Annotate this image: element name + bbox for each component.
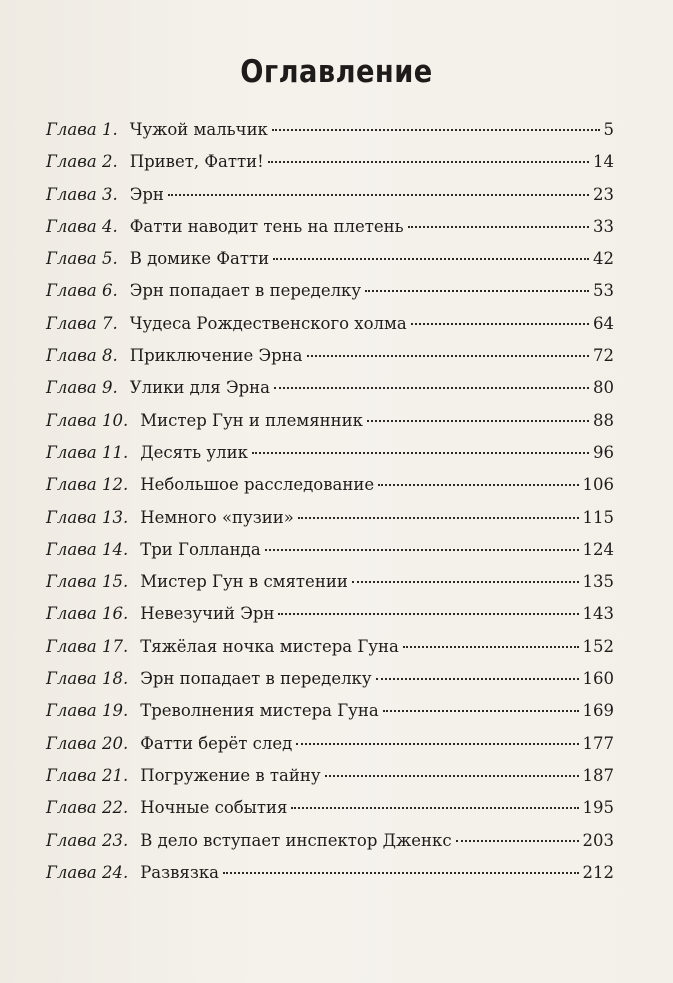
dot-leader: [352, 581, 579, 583]
dot-leader: [168, 194, 589, 196]
toc-entry: [46, 217, 614, 249]
page-number: 212: [582, 862, 614, 882]
dot-leader: [403, 646, 579, 648]
chapter-title: Приключение Эрна: [129, 346, 303, 366]
chapter-title: Погружение в тайну: [140, 765, 321, 785]
page-number: 160: [582, 669, 614, 689]
dot-leader: [268, 161, 589, 163]
dot-leader: [411, 323, 589, 325]
dot-leader: [223, 872, 579, 874]
chapter-number: Глава 10.: [46, 410, 129, 430]
page-number: 195: [582, 798, 614, 818]
chapter-number: Глава 24.: [46, 862, 129, 882]
page-number: 14: [593, 152, 614, 172]
page-number: 187: [582, 765, 614, 785]
chapter-title: Эрн попадает в переделку: [129, 281, 362, 301]
dot-leader: [296, 743, 578, 745]
toc-entry: [46, 249, 614, 281]
toc-entry: [46, 831, 614, 863]
chapter-number: Глава 18.: [46, 669, 129, 689]
chapter-title: Развязка: [140, 862, 219, 882]
chapter-number: Глава 7.: [46, 313, 118, 333]
page-number: 203: [582, 830, 614, 850]
chapter-title: В дело вступает инспектор Дженкс: [140, 830, 452, 850]
chapter-number: Глава 19.: [46, 701, 129, 721]
toc-entry: [46, 346, 614, 378]
page-number: 72: [593, 346, 614, 366]
toc-entry: [46, 734, 614, 766]
page-number: 115: [582, 507, 614, 527]
chapter-title: Эрн: [129, 184, 164, 204]
page-number: 152: [582, 636, 614, 656]
page-number: 80: [593, 378, 614, 398]
chapter-title: Небольшое расследование: [140, 475, 375, 495]
chapter-number: Глава 5.: [46, 249, 118, 269]
toc-entry: [46, 701, 614, 733]
chapter-number: Глава 21.: [46, 765, 129, 785]
dot-leader: [383, 710, 579, 712]
chapter-number: Глава 1.: [46, 120, 118, 139]
dot-leader: [278, 613, 578, 615]
chapter-number: Глава 6.: [46, 281, 118, 301]
page-number: 42: [593, 249, 614, 269]
chapter-title: Чудеса Рождественского холма: [129, 313, 407, 333]
chapter-title: Мистер Гун в смятении: [140, 572, 348, 592]
dot-leader: [456, 840, 579, 842]
toc-entry: [46, 604, 614, 636]
page-number: 124: [582, 539, 614, 559]
page-title: Оглавление: [240, 54, 433, 90]
toc-entry: [46, 120, 614, 152]
chapter-title: Ночные события: [140, 798, 288, 818]
dot-leader: [272, 129, 600, 131]
toc-entry: [46, 411, 614, 443]
chapter-number: Глава 12.: [46, 475, 129, 495]
page-number: 33: [593, 216, 614, 236]
toc-entry: [46, 798, 614, 830]
toc-entry: [46, 540, 614, 572]
dot-leader: [252, 452, 589, 454]
chapter-title: Треволнения мистера Гуна: [140, 701, 379, 721]
chapter-title: Мистер Гун и племянник: [140, 410, 363, 430]
chapter-number: Глава 20.: [46, 733, 129, 753]
toc-entry: [46, 669, 614, 701]
dot-leader: [291, 807, 578, 809]
dot-leader: [325, 775, 579, 777]
toc-entry: [46, 152, 614, 184]
chapter-title: Фатти наводит тень на плетень: [129, 216, 404, 236]
dot-leader: [298, 517, 579, 519]
toc-entry: [46, 508, 614, 540]
chapter-title: Эрн попадает в переделку: [140, 669, 372, 689]
chapter-number: Глава 15.: [46, 572, 129, 592]
dot-leader: [265, 549, 579, 551]
chapter-title: Фатти берёт след: [140, 733, 293, 753]
chapter-title: Немного «пузии»: [140, 507, 294, 527]
page-number: 106: [582, 475, 614, 495]
chapter-number: Глава 8.: [46, 346, 118, 366]
toc-entry: [46, 185, 614, 217]
toc-entry: [46, 475, 614, 507]
chapter-number: Глава 3.: [46, 184, 118, 204]
chapter-title: Чужой мальчик: [129, 120, 268, 139]
toc-entry: [46, 766, 614, 798]
dot-leader: [273, 258, 589, 260]
page-number: 143: [582, 604, 614, 624]
page-number: 53: [593, 281, 614, 301]
toc-entry: [46, 378, 614, 410]
toc-entry: [46, 314, 614, 346]
dot-leader: [367, 420, 589, 422]
dot-leader: [408, 226, 589, 228]
chapter-number: Глава 11.: [46, 442, 129, 462]
chapter-title: В домике Фатти: [129, 249, 270, 269]
page-number: 64: [593, 313, 614, 333]
chapter-title: Три Голланда: [140, 539, 261, 559]
dot-leader: [307, 355, 589, 357]
chapter-number: Глава 4.: [46, 216, 118, 236]
page-number: 96: [593, 442, 614, 462]
chapter-number: Глава 13.: [46, 507, 129, 527]
chapter-title: Привет, Фатти!: [129, 152, 264, 172]
dot-leader: [274, 387, 589, 389]
page-number: 23: [593, 184, 614, 204]
page-number: 169: [582, 701, 614, 721]
chapter-title: Тяжёлая ночка мистера Гуна: [140, 636, 399, 656]
chapter-title: Улики для Эрна: [129, 378, 270, 398]
toc-entry: [46, 281, 614, 313]
page-number: 177: [582, 733, 614, 753]
toc-entry: [46, 443, 614, 475]
page-number: 135: [582, 572, 614, 592]
chapter-number: Глава 9.: [46, 378, 118, 398]
chapter-title: Десять улик: [140, 442, 248, 462]
toc-entry: [46, 637, 614, 669]
page-number: 88: [593, 410, 614, 430]
chapter-number: Глава 2.: [46, 152, 118, 172]
table-of-contents: [46, 120, 614, 895]
chapter-title: Невезучий Эрн: [140, 604, 275, 624]
chapter-number: Глава 17.: [46, 636, 129, 656]
toc-entry: [46, 863, 614, 895]
chapter-number: Глава 22.: [46, 798, 129, 818]
chapter-number: Глава 14.: [46, 539, 129, 559]
dot-leader: [376, 678, 579, 680]
chapter-number: Глава 23.: [46, 830, 129, 850]
toc-entry: [46, 572, 614, 604]
dot-leader: [365, 290, 589, 292]
page-number: 5: [603, 120, 614, 139]
dot-leader: [378, 484, 578, 486]
chapter-number: Глава 16.: [46, 604, 129, 624]
